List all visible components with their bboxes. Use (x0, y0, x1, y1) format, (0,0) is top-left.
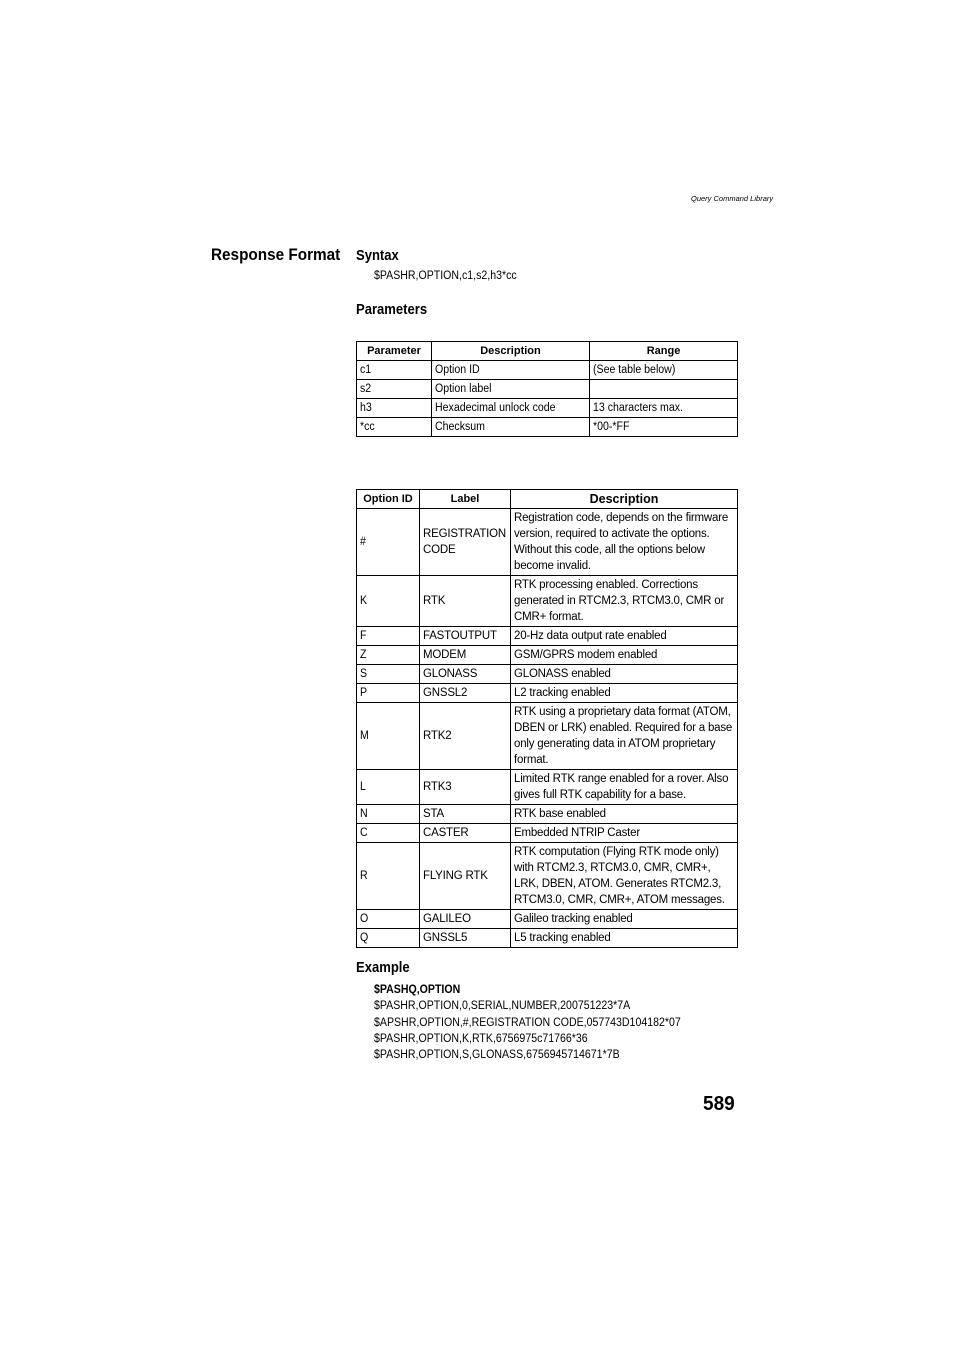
parameters-heading: Parameters (356, 302, 428, 318)
cell-text: R (360, 870, 368, 882)
table-cell (420, 805, 511, 824)
cell-text: K (360, 595, 368, 607)
table-cell (420, 509, 511, 576)
column-header: Description (432, 342, 590, 361)
table-row (357, 361, 738, 380)
page-number: 589 (703, 1093, 735, 1115)
example-block (374, 982, 707, 1063)
cell-text: L2 tracking enabled (514, 687, 611, 699)
table-row (357, 380, 738, 399)
table-row (357, 703, 738, 770)
table-cell (511, 824, 738, 843)
table-cell (432, 361, 590, 380)
cell-text: Option ID (435, 364, 480, 376)
table-cell (420, 646, 511, 665)
cell-text: P (360, 687, 368, 699)
options-table (356, 489, 738, 948)
table-cell (511, 843, 738, 910)
column-header: Parameter (357, 342, 432, 361)
table-cell (357, 361, 432, 380)
table-cell (420, 843, 511, 910)
table-cell (357, 770, 420, 805)
cell-text: Registration code, depends on the firmware version, required to activate the options. Without this code, all the options below become invalid. (514, 512, 729, 572)
table-cell (511, 665, 738, 684)
cell-text: 20-Hz data output rate enabled (514, 630, 667, 642)
table-cell (511, 684, 738, 703)
table-row (357, 646, 738, 665)
cell-text: Embedded NTRIP Caster (514, 827, 640, 839)
table-cell (590, 399, 738, 418)
table-row (357, 576, 738, 627)
cell-text: GALILEO (423, 913, 471, 925)
cell-text: RTK using a proprietary data format (ATOM, DBEN or LRK) enabled. Required for a base only generating data in ATOM proprietary format. (514, 706, 733, 766)
table-cell (420, 929, 511, 948)
table-row (357, 770, 738, 805)
table-cell (357, 627, 420, 646)
table-cell (357, 684, 420, 703)
table-cell (590, 380, 738, 399)
example-response: $APSHR,OPTION,#,REGISTRATION CODE,057743D104182*07 (374, 1016, 681, 1029)
cell-text: M (360, 730, 369, 742)
cell-text: s2 (360, 383, 372, 395)
cell-text: h3 (360, 402, 372, 414)
table-cell (590, 418, 738, 437)
table-row (357, 665, 738, 684)
parameters-table (356, 341, 738, 437)
table-cell (357, 665, 420, 684)
cell-text: Limited RTK range enabled for a rover. Also gives full RTK capability for a base. (514, 773, 729, 801)
table-cell (420, 665, 511, 684)
table-row (357, 910, 738, 929)
table-row (357, 627, 738, 646)
table-cell (357, 646, 420, 665)
example-heading: Example (356, 960, 410, 976)
cell-text: F (360, 630, 367, 642)
column-header: Description (511, 490, 738, 509)
cell-text: Z (360, 649, 367, 661)
cell-text: REGISTRATION CODE (423, 528, 507, 556)
example-response: $PASHR,OPTION,0,SERIAL,NUMBER,200751223*7A (374, 1000, 631, 1013)
table-cell (420, 703, 511, 770)
section-title: Response Format (211, 245, 341, 264)
table-cell (511, 627, 738, 646)
cell-text: Galileo tracking enabled (514, 913, 633, 925)
cell-text: RTK computation (Flying RTK mode only) with RTCM2.3, RTCM3.0, CMR, CMR+, LRK, DBEN, ATOM. Generates RTCM2.3, RTCM3.0, CMR, CMR+, ATOM messages. (514, 846, 725, 906)
table-cell (420, 627, 511, 646)
table-cell (511, 910, 738, 929)
table-cell (590, 361, 738, 380)
running-header: Query Command Library (691, 194, 774, 203)
cell-text: c1 (360, 364, 372, 376)
table-cell (420, 824, 511, 843)
cell-text: (See table below) (593, 364, 676, 376)
cell-text: MODEM (423, 649, 467, 661)
table-cell (511, 929, 738, 948)
table-cell (420, 576, 511, 627)
table-row (357, 684, 738, 703)
cell-text: GNSSL2 (423, 687, 468, 699)
table-cell (357, 929, 420, 948)
table-row (357, 824, 738, 843)
table-cell (357, 399, 432, 418)
parameters-header-row (357, 342, 738, 361)
table-cell (357, 418, 432, 437)
table-row (357, 843, 738, 910)
cell-text: O (360, 913, 369, 925)
table-row (357, 418, 738, 437)
cell-text: Checksum (435, 421, 485, 433)
syntax-heading: Syntax (356, 248, 399, 264)
cell-text: L (360, 781, 366, 793)
table-cell (432, 399, 590, 418)
table-row (357, 399, 738, 418)
table-cell (357, 805, 420, 824)
cell-text: RTK2 (423, 730, 452, 742)
table-cell (357, 824, 420, 843)
cell-text: Option label (435, 383, 492, 395)
cell-text: *00-*FF (593, 421, 630, 433)
table-cell (432, 380, 590, 399)
cell-text: GNSSL5 (423, 932, 468, 944)
table-cell (511, 805, 738, 824)
cell-text: GLONASS enabled (514, 668, 611, 680)
cell-text: 13 characters max. (593, 402, 683, 414)
table-cell (511, 770, 738, 805)
cell-text: # (360, 536, 366, 548)
table-cell (420, 684, 511, 703)
table-cell (357, 703, 420, 770)
table-cell (357, 910, 420, 929)
example-response: $PASHR,OPTION,S,GLONASS,6756945714671*7B (374, 1049, 620, 1062)
cell-text: Q (360, 932, 369, 944)
cell-text: RTK processing enabled. Corrections generated in RTCM2.3, RTCM3.0, CMR or CMR+ format. (514, 579, 725, 623)
example-response: $PASHR,OPTION,K,RTK,6756975c71766*36 (374, 1032, 588, 1045)
cell-text: L5 tracking enabled (514, 932, 611, 944)
syntax-line: $PASHR,OPTION,c1,s2,h3*cc (374, 270, 517, 282)
cell-text: RTK base enabled (514, 808, 606, 820)
table-cell (432, 418, 590, 437)
table-row (357, 509, 738, 576)
cell-text: FLYING RTK (423, 870, 488, 882)
cell-text: GLONASS (423, 668, 478, 680)
cell-text: *cc (360, 421, 375, 433)
column-header: Label (420, 490, 511, 509)
table-row (357, 929, 738, 948)
table-cell (420, 910, 511, 929)
cell-text: Hexadecimal unlock code (435, 402, 556, 414)
table-cell (511, 509, 738, 576)
table-cell (357, 576, 420, 627)
cell-text: RTK3 (423, 781, 452, 793)
table-cell (357, 380, 432, 399)
cell-text: GSM/GPRS modem enabled (514, 649, 658, 661)
column-header: Option ID (357, 490, 420, 509)
cell-text: FASTOUTPUT (423, 630, 497, 642)
table-row (357, 805, 738, 824)
cell-text: C (360, 827, 368, 839)
example-command: $PASHQ,OPTION (374, 984, 461, 996)
table-cell (420, 770, 511, 805)
table-cell (357, 509, 420, 576)
cell-text: STA (423, 808, 444, 820)
cell-text: N (360, 808, 368, 820)
cell-text: S (360, 668, 368, 680)
options-header-row (357, 490, 738, 509)
cell-text: RTK (423, 595, 446, 607)
column-header: Range (590, 342, 738, 361)
table-cell (357, 843, 420, 910)
table-cell (511, 703, 738, 770)
table-cell (511, 576, 738, 627)
cell-text: CASTER (423, 827, 469, 839)
table-cell (511, 646, 738, 665)
